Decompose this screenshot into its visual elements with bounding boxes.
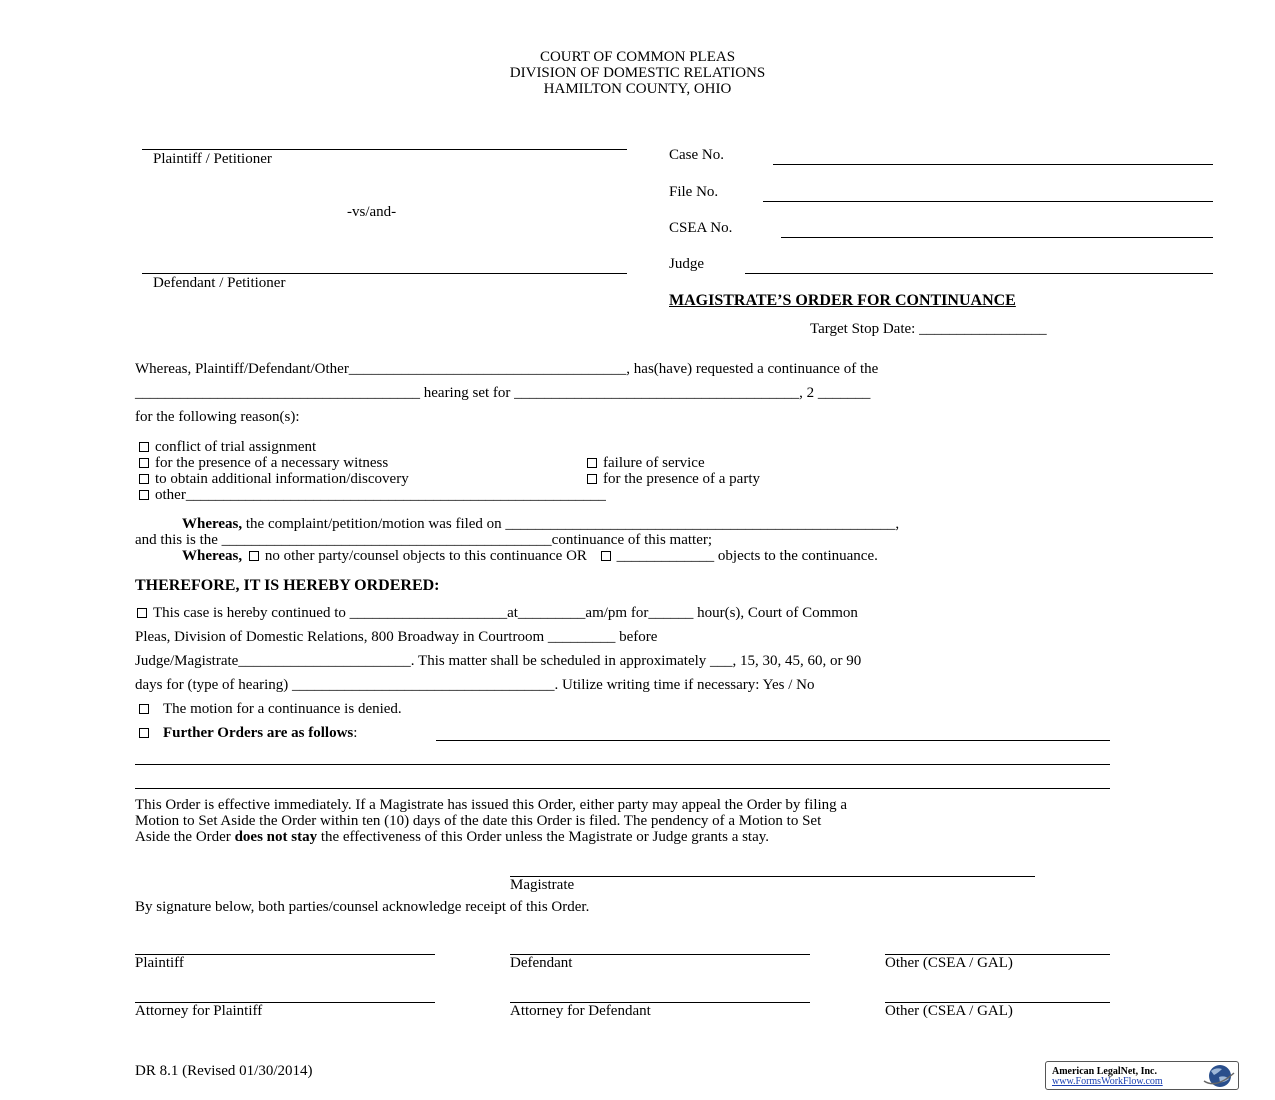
notice-text: Aside the Order (135, 829, 235, 845)
whereas-objection[interactable] (182, 548, 878, 565)
defendant-line[interactable] (142, 273, 627, 274)
order-line-4[interactable]: days for (type of hearing) ___________________________________. Utilize writing time if necessary: Yes / No (135, 677, 815, 693)
checkbox[interactable] (139, 474, 149, 484)
defendant-signature-label: Defendant (510, 955, 573, 971)
notice-line-3 (135, 829, 769, 846)
csea-no-field[interactable] (781, 237, 1213, 238)
reason-witness[interactable] (139, 455, 388, 472)
notice-line-1: This Order is effective immediately. If a Magistrate has issued this Order, either party may appeal the Order by filing a (135, 797, 848, 813)
checkbox[interactable] (139, 490, 149, 500)
reason-conflict[interactable] (139, 439, 316, 456)
reason-other[interactable] (139, 487, 606, 504)
other-signature-label-1: Other (CSEA / GAL) (885, 955, 1013, 971)
county-name: HAMILTON COUNTY, OHIO (543, 81, 732, 97)
whereas-line-1[interactable]: Whereas, Plaintiff/Defendant/Other_____________________________________, has(have) requested a continuance of the (135, 361, 879, 377)
case-no-field[interactable] (773, 164, 1213, 165)
whereas-filed[interactable] (182, 516, 899, 533)
reason-label: to obtain additional information/discovery (155, 471, 409, 487)
whereas-bold: Whereas, (182, 548, 243, 564)
checkbox[interactable] (587, 458, 597, 468)
whereas-bold: Whereas, (182, 516, 243, 532)
checkbox[interactable] (139, 442, 149, 452)
order-further[interactable] (139, 725, 357, 742)
further-orders-colon: : (353, 725, 358, 741)
further-orders-line-1[interactable] (436, 740, 1110, 741)
plaintiff-label: Plaintiff / Petitioner (153, 151, 272, 167)
objection-text: _____________ objects to the continuance. (616, 548, 878, 564)
order-line-2[interactable]: Pleas, Division of Domestic Relations, 800 Broadway in Courtroom _________ before (135, 629, 658, 645)
checkbox[interactable] (587, 474, 597, 484)
order-continued[interactable] (137, 605, 858, 622)
order-denied[interactable] (139, 701, 402, 718)
logo-url[interactable]: www.FormsWorkFlow.com (1052, 1076, 1163, 1087)
whereas-continuance-count[interactable]: and this is the ____________________________________________continuance of this matter; (135, 532, 713, 548)
order-line-1: This case is hereby continued to _____________________at_________am/pm for______ hour(s), Court of Common (153, 605, 858, 621)
atty-defendant-label: Attorney for Defendant (510, 1003, 651, 1019)
other-signature-label-2: Other (CSEA / GAL) (885, 1003, 1013, 1019)
checkbox[interactable] (139, 458, 149, 468)
magistrate-label: Magistrate (510, 877, 575, 893)
globe-icon (1202, 1063, 1236, 1089)
reason-label: for the presence of a party (603, 471, 761, 487)
division-name: DIVISION OF DOMESTIC RELATIONS (509, 65, 766, 81)
notice-bold: does not stay (234, 829, 318, 845)
logo-company: American LegalNet, Inc. (1052, 1066, 1157, 1077)
further-orders-line-2[interactable] (135, 764, 1110, 765)
judge-label: Judge (669, 256, 704, 272)
form-id: DR 8.1 (Revised 01/30/2014) (135, 1063, 313, 1079)
further-orders-label: Further Orders are as follows (163, 725, 354, 741)
plaintiff-signature-label: Plaintiff (135, 955, 184, 971)
vs-label: -vs/and- (347, 204, 397, 220)
file-no-label: File No. (669, 184, 719, 200)
whereas-line-2[interactable]: ______________________________________ hearing set for ______________________________________, 2 _______ (135, 385, 871, 401)
judge-field[interactable] (745, 273, 1213, 274)
reason-service[interactable] (587, 455, 705, 472)
reason-label: for the presence of a necessary witness (155, 455, 389, 471)
denied-text: The motion for a continuance is denied. (163, 701, 402, 717)
form-title: MAGISTRATE’S ORDER FOR CONTINUANCE (669, 292, 1016, 309)
order-line-3[interactable]: Judge/Magistrate_______________________. This matter shall be scheduled in approximately ___, 15, 30, 45, 60, or 90 (135, 653, 862, 669)
checkbox[interactable] (137, 608, 147, 618)
file-no-field[interactable] (763, 201, 1213, 202)
reason-label: failure of service (603, 455, 705, 471)
reason-label: conflict of trial assignment (155, 439, 317, 455)
court-name: COURT OF COMMON PLEAS (539, 49, 736, 65)
no-objection-text: no other party/counsel objects to this continuance OR (264, 548, 587, 564)
plaintiff-line[interactable] (142, 149, 627, 150)
checkbox[interactable] (249, 551, 259, 561)
reason-party[interactable] (587, 471, 760, 488)
csea-no-label: CSEA No. (669, 220, 733, 236)
acknowledgement-text: By signature below, both parties/counsel acknowledge receipt of this Order. (135, 899, 590, 915)
case-no-label: Case No. (669, 147, 724, 163)
defendant-label: Defendant / Petitioner (153, 275, 286, 291)
checkbox[interactable] (601, 551, 611, 561)
whereas-filed-text: the complaint/petition/motion was filed on ____________________________________________________, (242, 516, 900, 532)
ordered-heading: THEREFORE, IT IS HEREBY ORDERED: (135, 577, 440, 594)
checkbox[interactable] (139, 728, 149, 738)
further-orders-line-3[interactable] (135, 788, 1110, 789)
target-stop-date[interactable]: Target Stop Date: _________________ (810, 321, 1047, 337)
legalnet-logo[interactable] (1045, 1061, 1239, 1090)
notice-line-2: Motion to Set Aside the Order within ten (10) days of the date this Order is filed. The pendency of a Motion to Set (135, 813, 822, 829)
whereas-line-3: for the following reason(s): (135, 409, 300, 425)
reason-discovery[interactable] (139, 471, 409, 488)
atty-plaintiff-label: Attorney for Plaintiff (135, 1003, 263, 1019)
checkbox[interactable] (139, 704, 149, 714)
reason-label: other________________________________________________________ (155, 487, 606, 503)
magistrate-signature-line[interactable] (510, 876, 1035, 877)
notice-text: the effectiveness of this Order unless the Magistrate or Judge grants a stay. (317, 829, 770, 845)
